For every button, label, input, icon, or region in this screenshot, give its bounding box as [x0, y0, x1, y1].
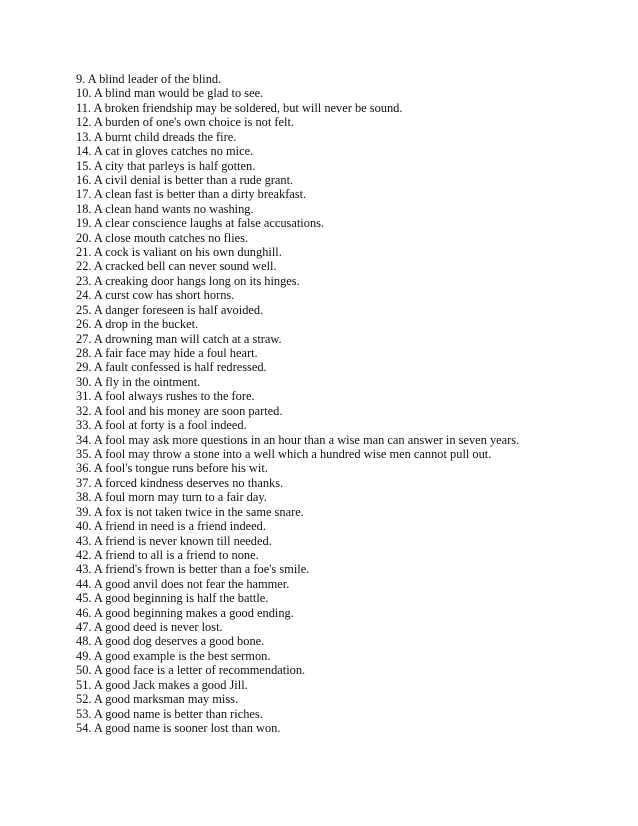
proverb-line: 17. A clean fast is better than a dirty breakfast.: [76, 187, 307, 202]
proverb-line: 39. A fox is not taken twice in the same snare.: [76, 504, 304, 519]
proverb-line: 45. A good beginning is half the battle.: [76, 591, 269, 606]
proverb-line: 50. A good face is a letter of recommendation.: [76, 663, 306, 678]
proverb-line: 43. A friend's frown is better than a foe's smile.: [76, 562, 310, 577]
proverb-line: 16. A civil denial is better than a rude grant.: [76, 172, 294, 187]
proverb-line: 47. A good deed is never lost.: [76, 620, 223, 635]
proverb-line: 10. A blind man would be glad to see.: [76, 86, 264, 101]
proverb-line: 43. A friend is never known till needed.: [76, 533, 272, 548]
proverb-list: [76, 72, 519, 735]
proverb-line: 27. A drowning man will catch at a straw.: [76, 331, 282, 346]
proverb-line: 19. A clear conscience laughs at false accusations.: [76, 216, 325, 231]
proverb-line: 15. A city that parleys is half gotten.: [76, 158, 256, 173]
proverb-line: 26. A drop in the bucket.: [76, 317, 199, 332]
proverb-line: 29. A fault confessed is half redressed.: [76, 360, 267, 375]
proverb-line: 30. A fly in the ointment.: [76, 374, 201, 389]
proverb-line: 28. A fair face may hide a foul heart.: [76, 346, 258, 361]
proverb-line: 14. A cat in gloves catches no mice.: [76, 144, 254, 159]
proverb-line: 24. A curst cow has short horns.: [76, 288, 235, 303]
proverb-line: 23. A creaking door hangs long on its hinges.: [76, 273, 300, 288]
proverb-line: 52. A good marksman may miss.: [76, 692, 239, 707]
proverb-line: 11. A broken friendship may be soldered, but will never be sound.: [76, 100, 403, 115]
proverb-line: 12. A burden of one's own choice is not felt.: [76, 115, 294, 130]
proverb-line: 31. A fool always rushes to the fore.: [76, 389, 255, 404]
proverb-line: 42. A friend to all is a friend to none.: [76, 547, 259, 562]
proverb-line: 53. A good name is better than riches.: [76, 706, 263, 721]
proverb-line: 44. A good anvil does not fear the hammer.: [76, 576, 290, 591]
proverb-line: 13. A burnt child dreads the fire.: [76, 129, 237, 144]
proverb-line: 21. A cock is valiant on his own dunghill.: [76, 245, 282, 260]
proverb-line: 36. A fool's tongue runs before his wit.: [76, 461, 268, 476]
proverb-line: 37. A forced kindness deserves no thanks.: [76, 475, 284, 490]
proverb-line: 22. A cracked bell can never sound well.: [76, 259, 277, 274]
proverb-line: 35. A fool may throw a stone into a well which a hundred wise men cannot pull out.: [76, 446, 492, 461]
proverb-line: 40. A friend in need is a friend indeed.: [76, 519, 266, 534]
proverb-line: 49. A good example is the best sermon.: [76, 648, 271, 663]
proverb-line: 38. A foul morn may turn to a fair day.: [76, 490, 267, 505]
proverb-line: 54. A good name is sooner lost than won.: [76, 720, 281, 735]
proverb-line: 46. A good beginning makes a good ending.: [76, 605, 294, 620]
proverb-line: 33. A fool at forty is a fool indeed.: [76, 418, 247, 433]
proverb-line: 9. A blind leader of the blind.: [76, 72, 222, 86]
proverb-line: 48. A good dog deserves a good bone.: [76, 634, 265, 649]
proverb-line: 51. A good Jack makes a good Jill.: [76, 677, 248, 692]
proverb-line: 34. A fool may ask more questions in an hour than a wise man can answer in seven years.: [76, 432, 520, 447]
proverb-line: 32. A fool and his money are soon parted.: [76, 403, 283, 418]
proverb-line: 25. A danger foreseen is half avoided.: [76, 302, 264, 317]
proverb-line: 18. A clean hand wants no washing.: [76, 201, 254, 216]
proverb-line: 20. A close mouth catches no flies.: [76, 230, 249, 245]
